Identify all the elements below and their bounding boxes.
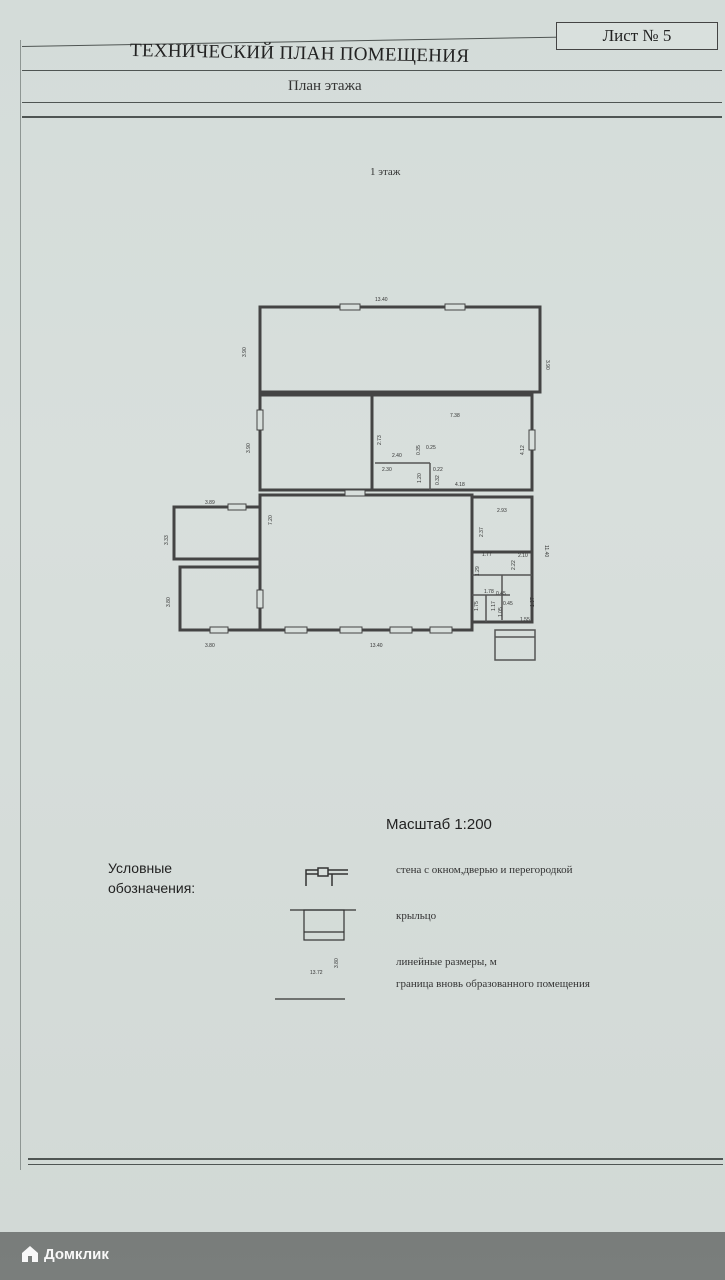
legend-title: Условные обозначения: xyxy=(108,860,196,896)
sample-dim-h: 13.72 xyxy=(310,970,323,976)
dim-top-width: 13.40 xyxy=(375,297,388,303)
dim-corridor-a: 2.40 xyxy=(392,453,402,459)
dim-wc-i: 0.45 xyxy=(503,601,513,607)
dim-room-left-height: 2.73 xyxy=(377,435,383,445)
dim-annex-upper-height: 3.33 xyxy=(164,535,170,545)
dim-annex-lower-height: 3.80 xyxy=(166,597,172,607)
dim-bottom-width: 13.40 xyxy=(370,643,383,649)
footer-rule-1 xyxy=(28,1158,723,1160)
dim-room-right-height: 4.12 xyxy=(520,445,526,455)
floor-plan-drawing xyxy=(150,285,570,665)
floor-plan xyxy=(150,285,570,665)
dim-small-a: 2.30 xyxy=(382,467,392,473)
watermark xyxy=(20,1244,109,1264)
dim-small-e: 4.18 xyxy=(455,482,465,488)
dim-wc-a: 1.77 xyxy=(482,552,492,558)
dim-annex-width: 3.80 xyxy=(205,643,215,649)
dim-small-d: 0.32 xyxy=(435,475,441,485)
document-subtitle: План этажа xyxy=(288,78,362,94)
dim-wc-d: 2.10 xyxy=(518,553,528,559)
boundary-symbol xyxy=(275,990,345,998)
main-hall xyxy=(260,495,472,630)
footer-rule-2 xyxy=(28,1164,723,1165)
dim-wc-f: 0.45 xyxy=(496,591,506,597)
dim-room-center-width: 7.38 xyxy=(450,413,460,419)
subtitle-rule xyxy=(22,102,722,103)
document-title: ТЕХНИЧЕСКИЙ ПЛАН ПОМЕЩЕНИЯ xyxy=(129,40,470,67)
dim-wc-h: 1.17 xyxy=(491,601,497,611)
dim-north-strip-right: 3.90 xyxy=(544,360,550,370)
dim-small-c: 0.22 xyxy=(433,467,443,473)
dim-right-height: 11.40 xyxy=(543,545,549,558)
dim-corridor-b: 0.35 xyxy=(416,445,422,455)
dim-wc-width: 2.93 xyxy=(497,508,507,514)
floor-label: 1 этаж xyxy=(370,166,401,178)
dim-wc-b: 1.29 xyxy=(475,566,481,576)
dim-north-strip-left: 3.90 xyxy=(242,347,248,357)
dim-wc-j: 1.05 xyxy=(498,607,504,617)
legend-item-dimensions: линейные размеры, м xyxy=(396,956,497,968)
annex-upper xyxy=(174,507,260,559)
north-strip-room xyxy=(260,307,540,392)
sample-dim-v: 3.80 xyxy=(334,958,340,968)
dim-wc-e: 1.78 xyxy=(484,589,494,595)
east-room xyxy=(372,395,532,490)
dimension-symbol xyxy=(310,956,360,978)
sheet-number-box: Лист № 5 xyxy=(556,22,718,50)
wc-upper xyxy=(472,497,532,552)
scale-label: Масштаб 1:200 xyxy=(386,816,492,833)
legend-item-boundary: граница вновь образованного помещения xyxy=(396,978,590,990)
dim-mid-left-height: 3.90 xyxy=(246,443,252,453)
west-room xyxy=(260,395,372,490)
dim-wc-k: 1.55 xyxy=(520,617,530,623)
dim-main-hall-height: 7.20 xyxy=(268,515,274,525)
dim-wc-c: 2.22 xyxy=(511,560,517,570)
legend-item-porch: крыльцо xyxy=(396,910,437,922)
dim-small-b: 1.20 xyxy=(417,473,423,483)
dim-wc-l: 1.37 xyxy=(530,597,536,607)
dim-wc-height: 2.37 xyxy=(479,527,485,537)
watermark-text: Домклик xyxy=(44,1245,109,1263)
house-logo-icon xyxy=(20,1244,40,1264)
header-bottom-rule xyxy=(22,116,722,118)
dim-wc-g: 1.75 xyxy=(474,601,480,611)
wall-symbol xyxy=(304,866,350,888)
dim-corridor-c: 0.25 xyxy=(426,445,436,451)
legend-item-wall: стена с окном,дверью и перегородкой xyxy=(396,864,573,876)
annex-lower xyxy=(180,567,260,630)
title-rule xyxy=(22,70,722,71)
porch-symbol xyxy=(290,908,356,942)
dim-annex-top-width: 3.89 xyxy=(205,500,215,506)
